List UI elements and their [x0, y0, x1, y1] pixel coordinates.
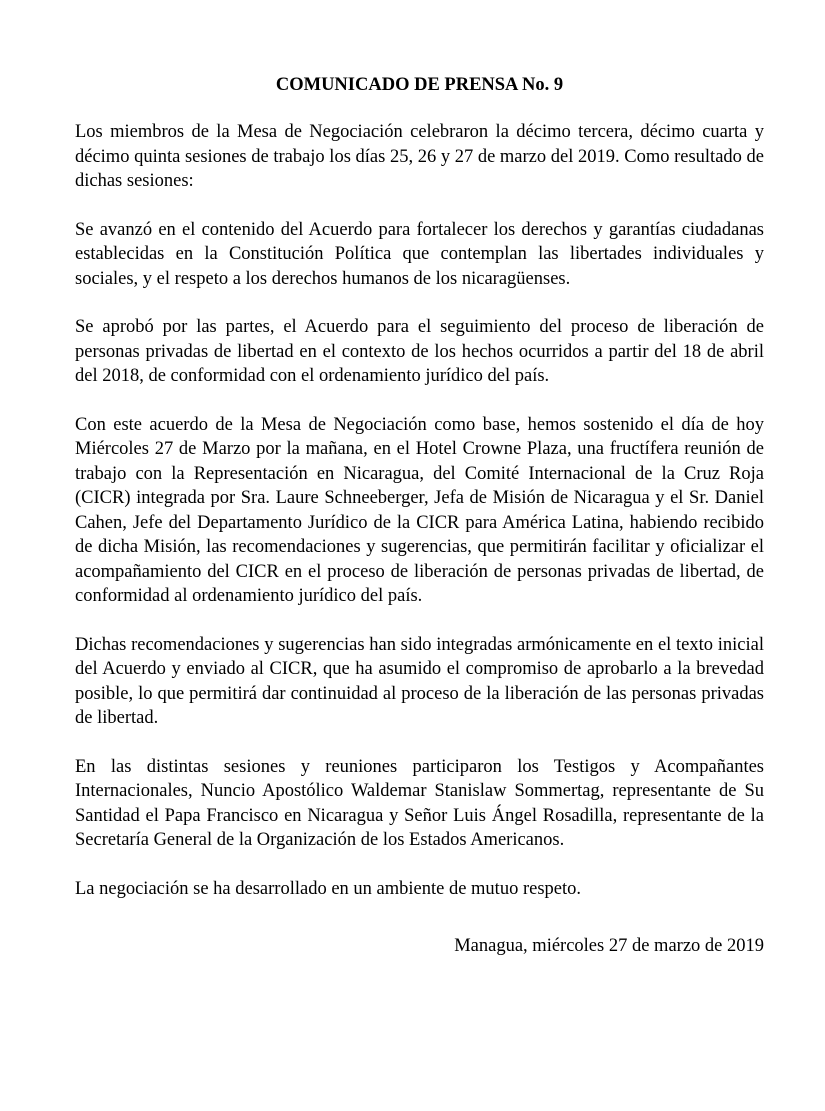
paragraph-rights-agreement: Se avanzó en el contenido del Acuerdo para fortalecer los derechos y garantías ciudadanas establecidas en la Constitución Política que contemplan las libertades individuales y sociales, y el respeto a los derechos humanos de los nicaragüenses.	[75, 219, 764, 289]
paragraph-recommendations: Dichas recomendaciones y sugerencias han sido integradas armónicamente en el texto inicial del Acuerdo y enviado al CICR, que ha asumido el compromiso de aprobarlo a la brevedad posible, lo que permitirá dar continuidad al proceso de la liberación de las personas privadas de libertad.	[75, 634, 764, 728]
paragraph-intro: Los miembros de la Mesa de Negociación celebraron la décimo tercera, décimo cuarta y décimo quinta sesiones de trabajo los días 25, 26 y 27 de marzo del 2019. Como resultado de dichas sesiones:	[75, 122, 764, 191]
paragraph-witnesses: En las distintas sesiones y reuniones participaron los Testigos y Acompañantes Internacionales, Nuncio Apostólico Waldemar Stanislaw Sommertag, representante de Su Santidad el Papa Francisco en Nicaragua y Señor Luis Ángel Rosadilla, representante de la Secretaría General de la Organización de los Estados Americanos.	[75, 756, 764, 850]
place-date-signature: Managua, miércoles 27 de marzo de 2019	[454, 936, 764, 956]
document-title: COMUNICADO DE PRENSA No. 9	[275, 75, 564, 95]
paragraph-closing: La negociación se ha desarrollado en un ambiente de mutuo respeto.	[75, 878, 581, 899]
paragraph-icrc-meeting: Con este acuerdo de la Mesa de Negociación como base, hemos sostenido el día de hoy Miércoles 27 de Marzo por la mañana, en el Hotel Crowne Plaza, una fructífera reunión de trabajo con la Representación en Nicaragua, del Comité Internacional de la Cruz Roja (CICR) integrada por Sra. Laure Schneeberger, Jefa de Misión de Nicaragua y el Sr. Daniel Cahen, Jefe del Departamento Jurídico de la CICR para América Latina, habiendo recibido de dicha Misión, las recomendaciones y sugerencias, que permitirán facilitar y oficializar el acompañamiento del CICR en el proceso de liberación de personas privadas de libertad, de conformidad al ordenamiento jurídico del país.	[75, 414, 764, 606]
paragraph-release-agreement: Se aprobó por las partes, el Acuerdo para el seguimiento del proceso de liberación de personas privadas de libertad en el contexto de los hechos ocurridos a partir del 18 de abril del 2018, de conformidad con el ordenamiento jurídico del país.	[75, 317, 764, 386]
